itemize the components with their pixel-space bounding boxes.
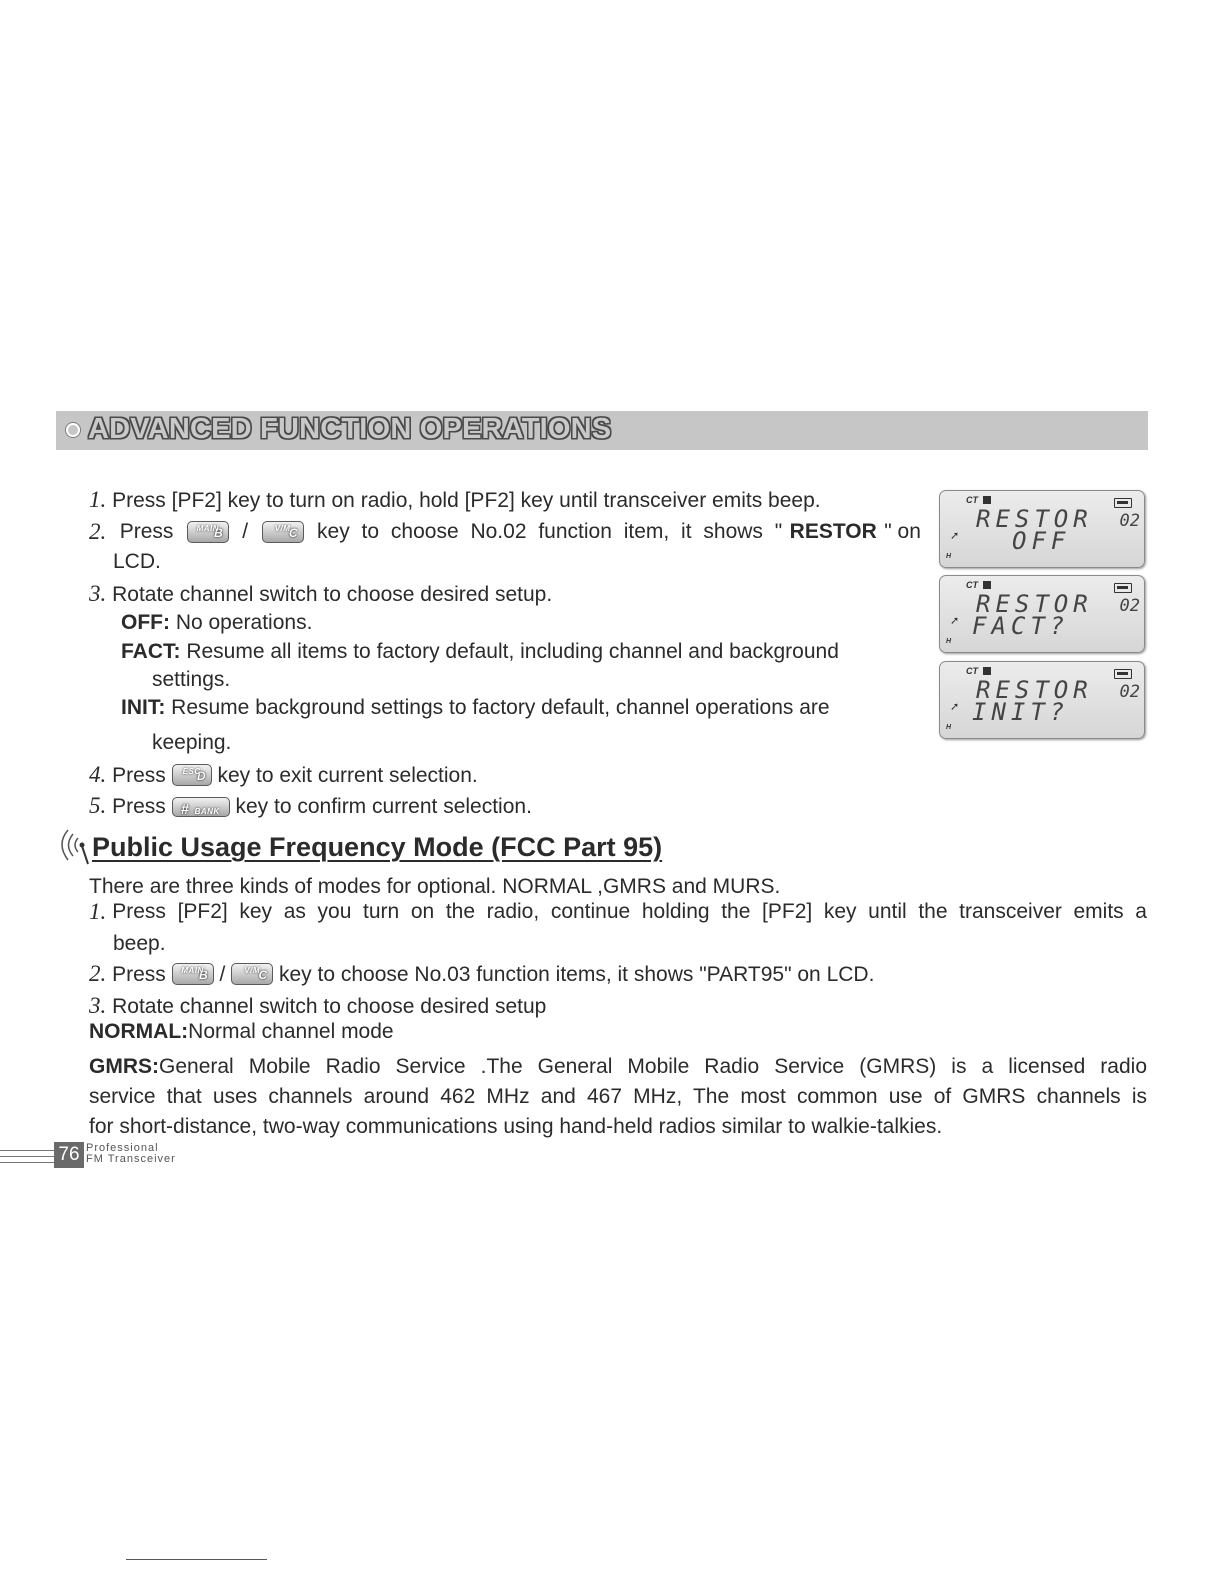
part95-intro: There are three kinds of modes for optional. NORMAL ,GMRS and MURS.	[89, 875, 781, 898]
footer-blue-rule	[126, 1559, 267, 1560]
part95-step-3: 3. Rotate channel switch to choose desired setup	[89, 993, 547, 1018]
restore-step-2: 2. Press B MAIN / C V/M key to choose No.02 function item, it shows " RESTOR " on	[89, 519, 921, 544]
arrow-icon: ➚	[950, 701, 960, 713]
lcd-restor-init: CT RESTOR INIT? 02 ➚ H	[939, 661, 1145, 739]
restore-step-1: 1. Press [PF2] key to turn on radio, hold [PF2] key until transceiver emits beep.	[89, 487, 821, 512]
restore-step-3: 3. Rotate channel switch to choose desired setup.	[89, 581, 553, 606]
option-off: OFF: No operations.	[121, 611, 313, 634]
b-main-key-icon: B MAIN	[172, 963, 214, 985]
lcd-restor-off: CT RESTOR OFF 02 ➚ H	[939, 490, 1145, 568]
bullet-circle-icon	[66, 423, 80, 437]
lcd-restor-fact: CT RESTOR FACT? 02 ➚ H	[939, 575, 1145, 653]
option-init-cont: keeping.	[152, 731, 232, 754]
b-main-key-icon: B MAIN	[187, 521, 229, 543]
mode-normal: NORMAL:Normal channel mode	[89, 1020, 394, 1043]
option-init: INIT: Resume background settings to factory default, channel operations are	[121, 696, 830, 719]
part95-step-1: 1. Press [PF2] key as you turn on the radio, continue holding the [PF2] key until the transceiver emits a	[89, 899, 1147, 924]
option-fact: FACT: Resume all items to factory default, including channel and background	[121, 640, 839, 663]
hash-bank-key-icon: # BANK	[172, 797, 230, 817]
page-number: 76	[54, 1142, 84, 1168]
gmrs-line-2: service that uses channels around 462 MHz and 467 MHz, The most common use of GMRS channels is	[89, 1085, 1147, 1108]
c-vm-key-icon: C V/M	[231, 963, 273, 985]
section-title: ADVANCED FUNCTION OPERATIONS	[88, 413, 612, 445]
gmrs-line-3: for short-distance, two-way communications using hand-held radios similar to walkie-talkies.	[89, 1115, 943, 1138]
option-fact-cont: settings.	[152, 668, 231, 691]
battery-icon	[1114, 583, 1132, 593]
mode-gmrs: GMRS:General Mobile Radio Service .The General Mobile Radio Service (GMRS) is a licensed radio	[89, 1055, 1147, 1078]
part95-title: Public Usage Frequency Mode (FCC Part 95)	[92, 832, 663, 862]
footer-rule	[0, 1156, 54, 1157]
arrow-icon: ➚	[950, 530, 960, 542]
part95-step-2: 2. Press B MAIN / C V/M key to choose No.03 function items, it shows "PART95" on LCD.	[89, 961, 875, 986]
d-esc-key-icon: D ESC	[172, 764, 212, 786]
arrow-icon: ➚	[950, 615, 960, 627]
restore-step-4: 4. Press D ESC key to exit current selection.	[89, 762, 478, 787]
restore-step-2-cont: LCD.	[113, 550, 161, 573]
footer-rule	[0, 1162, 54, 1163]
footer-rule	[0, 1150, 54, 1151]
footer-caption: Professional FM Transceiver	[86, 1142, 176, 1165]
c-vm-key-icon: C V/M	[262, 521, 304, 543]
restore-step-5: 5. Press # BANK key to confirm current selection.	[89, 793, 532, 818]
battery-icon	[1114, 669, 1132, 679]
part95-step-1-cont: beep.	[113, 932, 166, 955]
battery-icon	[1114, 498, 1132, 508]
radio-waves-icon	[54, 826, 94, 866]
